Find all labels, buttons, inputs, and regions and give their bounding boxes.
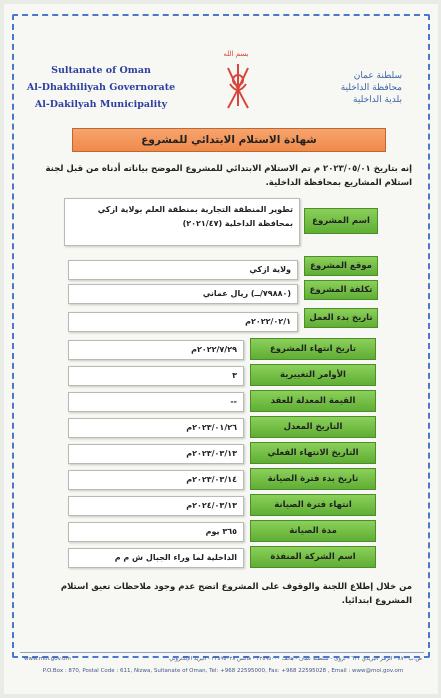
value-maintenance-start: ٢٠٢٣/٠٣/١٤م (68, 470, 244, 490)
label-actual-end-date: التاريخ الانتهاء الفعلي (250, 442, 376, 464)
value-start-date: ٢٠٢٢/٠٢/١م (68, 312, 298, 332)
intro-text: إنه بتاريخ ٢٠٢٣/٠٥/٠١ م تم الاستلام الابتدائي للمشروع الموضح بياناته أدناه من قبل لجنة استلام المشاريع بمحافظة الداخلية. (45, 164, 412, 188)
header-en-line2: Al-Dhakhiliyah Governorate (26, 82, 176, 93)
label-change-orders: الأوامر التغييرية (250, 364, 376, 386)
label-maintenance-end: انتهاء فترة الصيانة (250, 494, 376, 516)
value-project-name: تطوير المنطقة التجارية بمنطقة العلم بولاية ازكي بمحافظة الداخلية (٢٠٢١/٤٧) (64, 198, 300, 246)
label-project-location: موقع المشروع (304, 256, 378, 276)
label-modified-date: التاريخ المعدل (250, 416, 376, 438)
value-modified-date: ٢٠٢٣/٠١/٢٦م (68, 418, 244, 438)
value-actual-end-date: ٢٠٢٣/٠٣/١٣م (68, 444, 244, 464)
label-start-date: تاريخ بدء العمل (304, 308, 378, 328)
label-end-date: تاريخ انتهاء المشروع (250, 338, 376, 360)
footer-english-contact: P.O.Box : 870, Postal Code : 611, Nizwa, Sultanate of Oman, Tel: +968 22595000, Fax: +968 22595028 , Email : www@moi.gov.om (42, 668, 404, 674)
header-ar-line3: بلدية الداخلية (353, 95, 402, 105)
certificate-page (4, 4, 438, 694)
footer-arabic-contact: ص.ب ٨٧٠ - الرمز البريدي ٦١١ - نزوى - سلطنة عمان - هاتف ٢٢٥٩٥٠٠٠ - فاكس ٢٢٥٩٥٠٢٨ - البريد الإلكتروني (169, 656, 422, 662)
label-project-name: اسم المشروع (304, 208, 378, 234)
label-contractor-name: اسم الشركة المنفذة (250, 546, 376, 568)
footer-top (24, 656, 422, 662)
value-end-date: ٢٠٢٢/٧/٢٩م (68, 340, 244, 360)
footer-divider (20, 652, 424, 653)
value-maintenance-end: ٢٠٢٤/٠٣/١٣م (68, 496, 244, 516)
value-modified-value: -- (68, 392, 244, 412)
value-change-orders: ٣ (68, 366, 244, 386)
emblem-caption: بسم الله (223, 50, 249, 58)
label-modified-value: القيمة المعدلة للعقد (250, 390, 376, 412)
header-en-line3: Al-Dakilyah Municipality (34, 99, 168, 110)
header-en-line1: Sultanate of Oman (51, 65, 151, 76)
footer-website[interactable]: www.moi.gov.om (24, 656, 71, 662)
header-arabic (292, 70, 402, 106)
label-maintenance-start: تاريخ بدء فترة الصيانة (250, 468, 376, 490)
header-english (26, 62, 176, 113)
closing-text: من خلال إطلاع اللجنة والوقوف على المشروع اتضح عدم وجود ملاحظات تعيق استلام المشروع ابتدائيا. (60, 582, 412, 606)
value-contractor-name: الداخلية لما وراء الجبال ش م م (68, 548, 244, 568)
oman-emblem-icon (218, 50, 258, 112)
header-ar-line2: محافظة الداخلية (340, 83, 402, 93)
label-maintenance-duration: مدة الصيانة (250, 520, 376, 542)
value-project-location: ولاية ازكي (68, 260, 298, 280)
value-project-cost: (٧٩٨٨٠/ــ) ريال عماني (68, 284, 298, 304)
label-project-cost: تكلفة المشروع (304, 280, 378, 300)
header-ar-line1: سلطنة عمان (353, 71, 402, 81)
certificate-title: شهادة الاستلام الابتدائي للمشروع (72, 128, 386, 152)
value-maintenance-duration: ٣٦٥ يوم (68, 522, 244, 542)
